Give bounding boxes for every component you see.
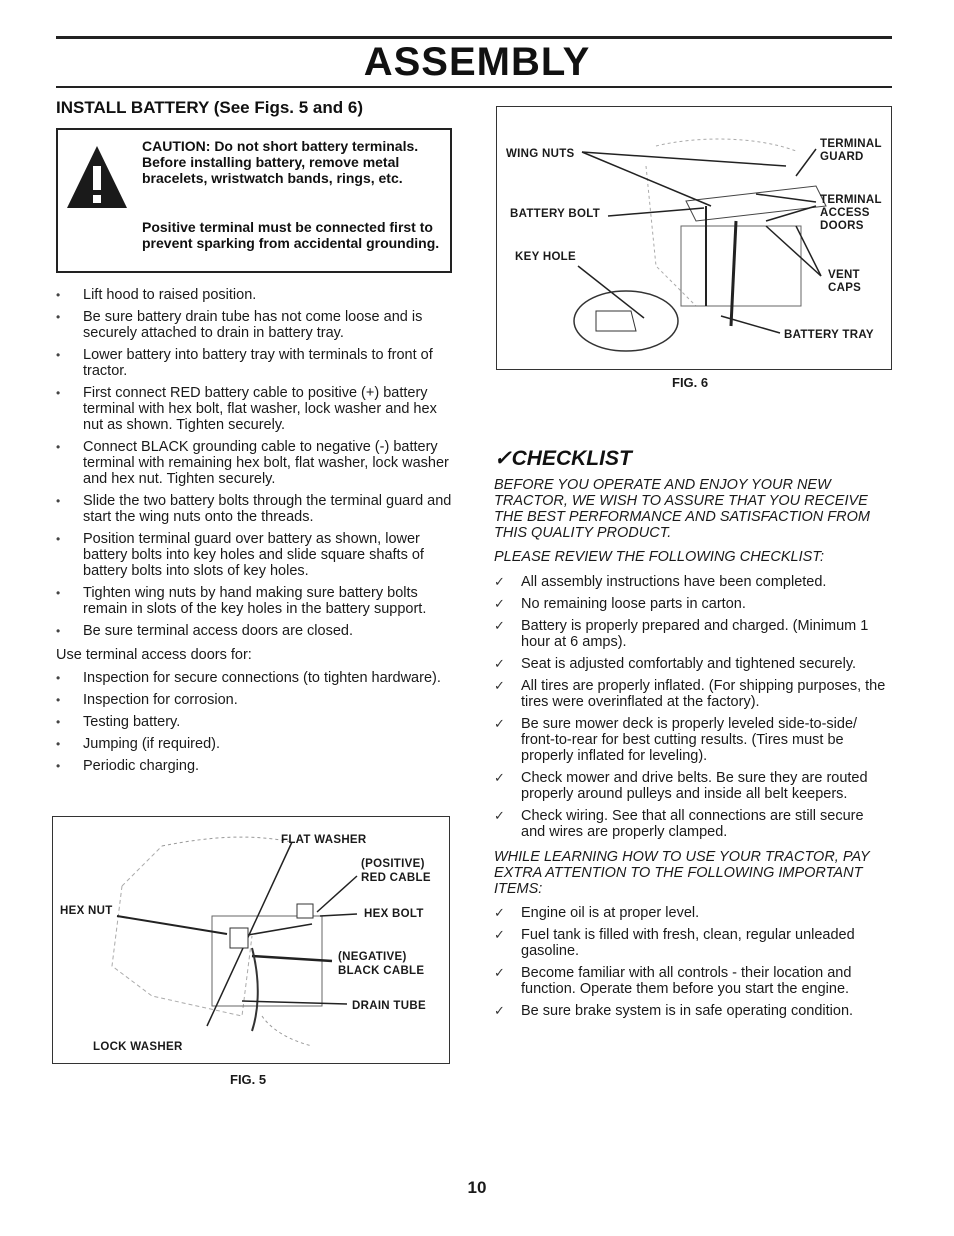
label-vent: VENT xyxy=(828,269,860,281)
list-item: • Lower battery into battery tray with terminals to front of tractor. xyxy=(56,347,433,379)
list-item: • Tighten wing nuts by hand making sure battery bolts remain in slots of the key holes in the battery support. xyxy=(56,585,427,617)
label-lock-washer: LOCK WASHER xyxy=(93,1041,183,1053)
check-mark-icon: ✓ xyxy=(494,618,505,633)
list-item: ✓ No remaining loose parts in carton. xyxy=(494,596,746,612)
list-item: ✓ Check mower and drive belts. Be sure they are routed properly around pulleys and inside all belt keepers. xyxy=(494,770,868,802)
label-doors: DOORS xyxy=(820,220,864,232)
page-title: ASSEMBLY xyxy=(363,40,591,84)
list-item: • Slide the two battery bolts through the terminal guard and start the wing nuts onto the threads. xyxy=(56,493,452,525)
list-item: • Position terminal guard over battery as shown, lower battery bolts into key holes and slide square shafts of battery bolts into slots of key holes. xyxy=(56,531,424,579)
check-mark-icon: ✓ xyxy=(494,574,505,589)
list-item: ✓ All assembly instructions have been completed. xyxy=(494,574,827,590)
check-mark-icon: ✓ xyxy=(494,905,505,920)
title-rule xyxy=(56,86,892,88)
figure-5-caption: FIG. 5 xyxy=(230,1072,267,1087)
learning-intro: WHILE LEARNING HOW TO USE YOUR TRACTOR, PAY EXTRA ATTENTION TO THE FOLLOWING IMPORTANT ITEMS: xyxy=(494,849,870,897)
list-item: • Connect BLACK grounding cable to negative (-) battery terminal with remaining hex bolt, flat washer, lock washer and hex nut. Tighten securely. xyxy=(56,439,449,487)
list-item: • Be sure battery drain tube has not come loose and is securely attached to drain in battery tray. xyxy=(56,309,423,341)
list-item: • First connect RED battery cable to positive (+) battery terminal with hex bolt, flat washer, lock washer and hex nut as shown. Tighten securely. xyxy=(56,385,437,433)
use-doors-list xyxy=(56,670,454,780)
page-number: 10 xyxy=(467,1178,487,1197)
check-mark-icon: ✓ xyxy=(494,596,505,611)
check-mark-icon: ✓ xyxy=(494,716,505,731)
list-item: ✓ Fuel tank is filled with fresh, clean, regular unleaded gasoline. xyxy=(494,927,855,959)
label-key-hole: KEY HOLE xyxy=(515,251,576,263)
list-item: • Periodic charging. xyxy=(56,758,200,774)
check-mark-icon: ✓ xyxy=(494,965,505,980)
caution-positive-text: Positive terminal must be connected first to prevent sparking from accidental grounding. xyxy=(142,219,440,251)
section-heading: INSTALL BATTERY (See Figs. 5 and 6) xyxy=(56,98,363,117)
checklist-items xyxy=(494,574,890,846)
label-guard: GUARD xyxy=(820,151,864,163)
figure-6-caption: FIG. 6 xyxy=(672,375,709,390)
check-mark-icon: ✓ xyxy=(494,927,505,942)
check-mark-icon: ✓ xyxy=(494,1003,505,1018)
label-battery-bolt: BATTERY BOLT xyxy=(510,208,601,220)
label-battery-tray: BATTERY TRAY xyxy=(784,329,874,341)
label-access: ACCESS xyxy=(820,207,870,219)
label-wing-nuts: WING NUTS xyxy=(506,148,575,160)
label-hex-nut: HEX NUT xyxy=(60,905,113,917)
caution-text: CAUTION: Do not short battery terminals. Before installing battery, remove metal bracelets, wristwatch bands, rings, etc. xyxy=(142,138,419,186)
check-mark-icon: ✓ xyxy=(494,656,505,671)
list-item: ✓ Engine oil is at proper level. xyxy=(494,905,700,921)
list-item: • Inspection for secure connections (to tighten hardware). xyxy=(56,670,441,686)
list-item: • Lift hood to raised position. xyxy=(56,287,257,303)
warning-icon xyxy=(64,142,130,212)
list-item: • Be sure terminal access doors are closed. xyxy=(56,623,353,639)
checklist-review: PLEASE REVIEW THE FOLLOWING CHECKLIST: xyxy=(494,549,825,565)
check-mark-icon: ✓ xyxy=(494,447,512,470)
label-terminal: TERMINAL xyxy=(820,138,882,150)
check-mark-icon: ✓ xyxy=(494,678,505,693)
list-item: ✓ Be sure mower deck is properly leveled side-to-side/ front-to-rear for best cutting results. (Tires must be properly inflated for leveling). xyxy=(494,716,858,764)
label-caps: CAPS xyxy=(828,282,862,294)
label-drain-tube: DRAIN TUBE xyxy=(352,1000,426,1012)
learning-items xyxy=(494,905,890,1025)
check-mark-icon: ✓ xyxy=(494,808,505,823)
list-item: • Testing battery. xyxy=(56,714,181,730)
label-terminal-2: TERMINAL xyxy=(820,194,882,206)
label-positive: (POSITIVE) xyxy=(361,858,425,870)
check-mark-icon: ✓ xyxy=(494,770,505,785)
list-item: ✓ Be sure brake system is in safe operating condition. xyxy=(494,1003,854,1019)
label-red-cable: RED CABLE xyxy=(361,872,431,884)
battery-cable-illustration xyxy=(52,816,450,1064)
label-hex-bolt: HEX BOLT xyxy=(364,908,424,920)
label-negative: (NEGATIVE) xyxy=(338,951,407,963)
list-item: • Inspection for corrosion. xyxy=(56,692,238,708)
list-item: ✓ Check wiring. See that all connections are still secure and wires are properly clamped. xyxy=(494,808,864,840)
top-rule xyxy=(56,36,892,39)
use-doors-intro: Use terminal access doors for: xyxy=(56,647,252,663)
install-steps xyxy=(56,287,454,645)
list-item: • Jumping (if required). xyxy=(56,736,220,752)
label-flat-washer: FLAT WASHER xyxy=(281,834,367,846)
checklist-title: ✓CHECKLIST xyxy=(494,447,632,470)
list-item: ✓ All tires are properly inflated. (For shipping purposes, the tires were overinflated at the factory). xyxy=(494,678,886,710)
label-black-cable: BLACK CABLE xyxy=(338,965,425,977)
checklist-intro: BEFORE YOU OPERATE AND ENJOY YOUR NEW TRACTOR, WE WISH TO ASSURE THAT YOU RECEIVE THE BEST PERFORMANCE AND SATISFACTION FROM THIS QUALITY PRODUCT. xyxy=(494,477,870,541)
list-item: ✓ Become familiar with all controls - their location and function. Operate them before you start the engine. xyxy=(494,965,852,997)
list-item: ✓ Battery is properly prepared and charged. (Minimum 1 hour at 6 amps). xyxy=(494,618,869,650)
list-item: ✓ Seat is adjusted comfortably and tightened securely. xyxy=(494,656,857,672)
